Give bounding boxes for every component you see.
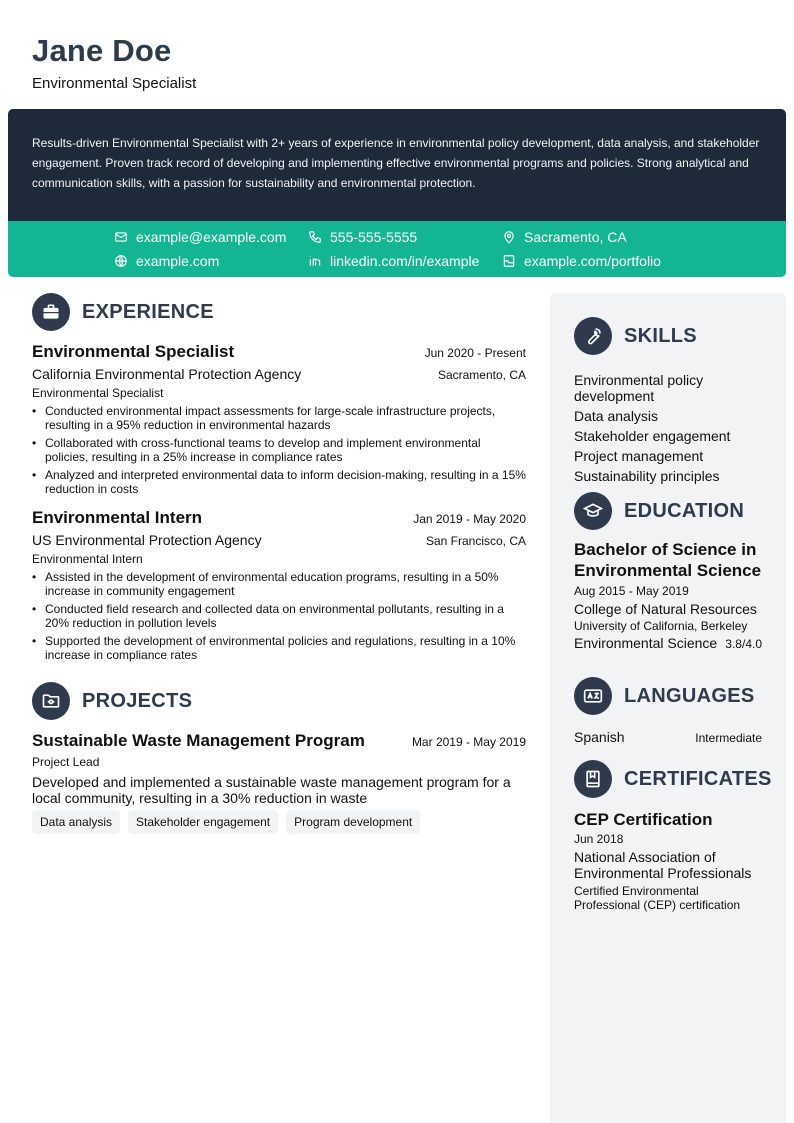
contact-bar <box>8 221 786 277</box>
languages-section <box>574 677 764 745</box>
education-heading <box>574 492 764 530</box>
college: College of Natural Resources <box>574 601 757 617</box>
certificate-issuer: National Association of Environmental Professionals <box>574 849 752 881</box>
skill-item: Stakeholder engagement <box>574 428 731 444</box>
project-tag: Program development <box>286 810 420 834</box>
job-dates: Jun 2020 - Present <box>424 346 526 360</box>
job-bullet: • Supported the development of environmental policies and regulations, resulting in a 10% increase in compliance rates <box>32 634 526 662</box>
languages-title: LANGUAGES <box>624 684 755 707</box>
contact-portfolio-text: example.com/portfolio <box>524 253 661 269</box>
education-dates: Aug 2015 - May 2019 <box>574 584 689 598</box>
project-tag: Stakeholder engagement <box>128 810 278 834</box>
mail-icon <box>114 230 128 244</box>
projects-heading <box>32 682 526 720</box>
summary-text: Results-driven Environmental Specialist with 2+ years of experience in environmental policy development, data analysis, and stakeholder engagement. Proven track record of developing and implementing effective environmental programs and policies. Strong analytical and communication skills, with a passion for sustainability and environmental protection. <box>32 136 760 190</box>
skills-heading <box>574 317 764 355</box>
project-tags <box>32 810 526 834</box>
resume-header <box>32 33 196 92</box>
certificates-title: CERTIFICATES <box>624 767 772 790</box>
project-title: Sustainable Waste Management Program <box>32 731 365 750</box>
language-name: Spanish <box>574 729 625 745</box>
wrench-icon <box>574 317 612 355</box>
job-title: Environmental Specialist <box>32 342 235 361</box>
phone-icon <box>308 230 322 244</box>
job-bullets <box>32 570 526 662</box>
projects-title: PROJECTS <box>82 689 193 712</box>
job-bullet: • Analyzed and interpreted environmental data to inform decision-making, resulting in a 15% reduction in costs <box>32 468 526 496</box>
experience-title: EXPERIENCE <box>82 300 214 323</box>
main-column <box>32 293 526 834</box>
certificates-section <box>574 760 772 912</box>
university: University of California, Berkeley <box>574 619 748 633</box>
skills-list <box>574 372 764 484</box>
job-bullet: • Assisted in the development of environmental education programs, resulting in a 50% increase in community engagement <box>32 570 526 598</box>
job-location: Sacramento, CA <box>437 368 526 382</box>
job-org: US Environmental Protection Agency <box>32 532 262 548</box>
experience-item <box>32 342 526 496</box>
job-org: California Environmental Protection Agency <box>32 366 302 382</box>
project-description: Developed and implemented a sustainable waste management program for a local community, resulting in a 30% reduction in waste <box>32 774 511 806</box>
skill-item: Project management <box>574 448 704 464</box>
project-dates: Mar 2019 - May 2019 <box>411 735 526 749</box>
education-title: EDUCATION <box>624 499 745 522</box>
contact-linkedin[interactable] <box>308 251 479 271</box>
person-title: Environmental Specialist <box>32 75 197 92</box>
project-role: Project Lead <box>32 755 100 769</box>
summary-panel <box>8 109 786 221</box>
job-location: San Francisco, CA <box>425 534 526 548</box>
contact-linkedin-text: linkedin.com/in/example <box>330 253 480 269</box>
folder-icon <box>32 682 70 720</box>
gpa: 3.8/4.0 <box>725 637 762 651</box>
contact-website-text: example.com <box>136 253 220 269</box>
contact-website[interactable] <box>114 251 219 271</box>
graduation-cap-icon <box>574 492 612 530</box>
experience-item <box>32 508 526 662</box>
degree: Bachelor of Science in Environmental Science <box>574 540 762 580</box>
translate-icon <box>574 677 612 715</box>
map-pin-icon <box>502 230 516 244</box>
contact-location-text: Sacramento, CA <box>524 229 627 245</box>
contact-location <box>502 227 627 247</box>
certificate-date: Jun 2018 <box>574 832 624 846</box>
job-bullet: • Conducted field research and collected data on environmental pollutants, resulting in a 20% reduction in pollution levels <box>32 602 526 630</box>
certificates-heading <box>574 760 772 798</box>
certificate-icon <box>574 760 612 798</box>
sidebar <box>550 293 786 1123</box>
contact-email-text: example@example.com <box>136 229 287 245</box>
job-title: Environmental Intern <box>32 508 203 527</box>
certificate-name: CEP Certification <box>574 810 713 829</box>
contact-portfolio[interactable] <box>502 251 661 271</box>
linkedin-icon <box>308 254 322 268</box>
contact-phone-text: 555-555-5555 <box>330 229 418 245</box>
job-bullet: • Collaborated with cross-functional teams to develop and implement environmental policies, resulting in a 25% increase in compliance rates <box>32 436 526 464</box>
language-level: Intermediate <box>695 731 762 745</box>
languages-heading <box>574 677 764 715</box>
briefcase-icon <box>32 293 70 331</box>
project-item <box>32 731 526 834</box>
skills-section <box>574 317 764 488</box>
person-name: Jane Doe <box>32 33 172 68</box>
skill-item: Environmental policy development <box>574 372 704 404</box>
portfolio-icon <box>502 254 516 268</box>
skill-item: Sustainability principles <box>574 468 720 484</box>
skills-title: SKILLS <box>624 324 697 347</box>
job-dates: Jan 2019 - May 2020 <box>413 512 526 526</box>
contact-phone[interactable] <box>308 227 417 247</box>
job-role: Environmental Intern <box>32 552 143 566</box>
field-of-study: Environmental Science <box>574 635 718 651</box>
skill-item: Data analysis <box>574 408 659 424</box>
language-item <box>574 729 762 745</box>
experience-heading <box>32 293 526 331</box>
certificate-item <box>574 809 764 912</box>
contact-email[interactable] <box>114 227 286 247</box>
job-bullets <box>32 404 526 496</box>
job-role: Environmental Specialist <box>32 386 164 400</box>
project-tag: Data analysis <box>32 810 120 834</box>
globe-icon <box>114 254 128 268</box>
education-section <box>574 492 764 651</box>
job-bullet: • Conducted environmental impact assessments for large-scale infrastructure projects, resulting in a 95% reduction in environmental hazards <box>32 404 526 432</box>
certificate-description: Certified Environmental Professional (CEP) certification <box>574 884 741 912</box>
